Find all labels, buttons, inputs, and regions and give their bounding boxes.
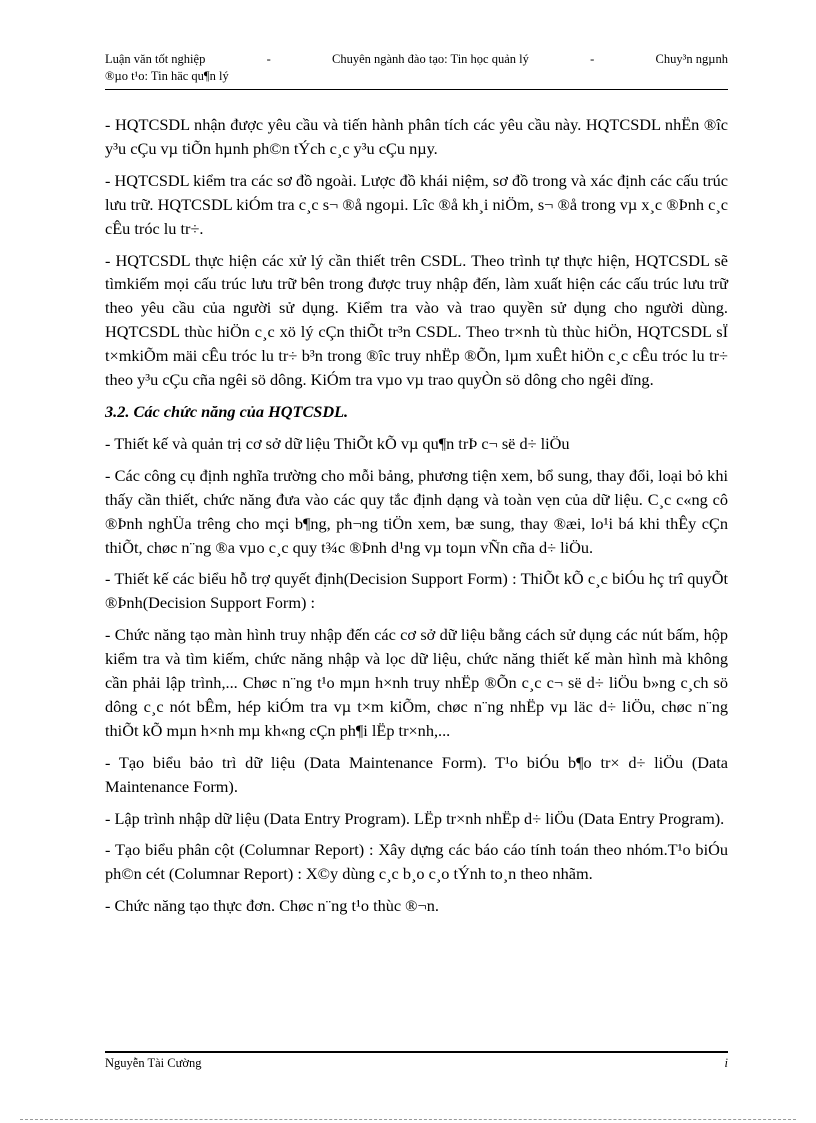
page-bottom-edge: [20, 1119, 796, 1120]
header-divider: [105, 89, 728, 90]
header-major-garbled: Chuy³n ngµnh: [655, 52, 728, 66]
paragraph: - HQTCSDL thực hiện các xử lý cần thiết trên CSDL. Theo trình tự thực hiện, HQTCSDL sẽ tìmkiếm mọi cấu trúc lưu trữ bên trong được truy nhập đến, làm xuất hiện các cấu trúc lưu trữ theo yêu cầu của người sử dụng. Kiểm tra vào và trao quyền sử dụng cho người dùng. HQTCSDL thùc hiÖn c¸c xö lý cÇn thiÕt tr³n CSDL. Theo tr×nh tù thùc hiÖn, HQTCSDL sÏ t×mkiÕm mäi cÊu tróc lu tr÷ b³n trong ®îc truy nhËp ®Õn, lµm xuÊt hiÖn c¸c cÊu tróc lu tr÷ theo y³u cÇu cña ngêi sö dông. KiÓm tra vµo vµ trao quyÒn sö dông cho ngêi dïng.: [105, 250, 728, 390]
header-major-label: Chuyên ngành đào tạo: Tin học quản lý: [332, 52, 529, 66]
paragraph: - Chức năng tạo thực đơn. Chøc n¨ng t¹o thùc ®¬n.: [105, 896, 439, 916]
header-thesis-label: Luận văn tốt nghiệp: [105, 52, 206, 66]
header-separator: -: [590, 52, 595, 66]
page-footer: [105, 1056, 728, 1071]
paragraph: - Tạo biểu bảo trì dữ liệu (Data Maintenance Form). T¹o biÓu b¶o tr× d÷ liÖu (Data Maintenance Form).: [105, 752, 728, 796]
header-line-two: ®µo t¹o: Tin häc qu¶n lý: [105, 69, 229, 83]
footer-divider: [105, 1051, 728, 1053]
footer-author: Nguyễn Tài Cường: [105, 1056, 202, 1070]
section-heading: 3.2. Các chức năng của HQTCSDL.: [105, 401, 349, 421]
paragraph: - Chức năng tạo màn hình truy nhập đến các cơ sở dữ liệu bằng cách sử dụng các nút bấm, hộp kiểm tra và tìm kiếm, chức năng nhập và lọc dữ liệu, chức năng thiết kế màn hình mà không cần phải lập trình,... Chøc n¨ng t¹o mµn h×nh truy nhËp ®Õn c¸c c¬ së d÷ liÖu b»ng c¸ch sö dông c¸c nót bÊm, hép kiÓm tra vµ t×m kiÕm, chøc n¨ng nhËp vµ läc d÷ liÖu, chøc n¨ng thiÕt kÕ mµn h×nh mµ kh«ng cÇn ph¶i lËp tr×nh,...: [105, 625, 728, 740]
paragraph: - Thiết kế các biểu hỗ trợ quyết định(Decision Support Form) : ThiÕt kÕ c¸c biÓu hç trî quyÕt ®Þnh(Decision Support Form) :: [105, 569, 728, 613]
paragraph: - Thiết kế và quản trị cơ sở dữ liệu ThiÕt kÕ vµ qu¶n trÞ c¬ së d÷ liÖu: [105, 433, 570, 453]
page-number: i: [724, 1056, 728, 1070]
paragraph: - HQTCSDL kiểm tra các sơ đồ ngoài. Lược đồ khái niệm, sơ đồ trong và xác định các cấu trúc lưu trữ. HQTCSDL kiÓm tra c¸c s¬ ®å ngoµi. Lîc ®å kh¸i niÖm, s¬ ®å trong vµ x¸c ®Þnh c¸c cÊu tróc lu tr÷.: [105, 170, 728, 238]
document-body: [105, 113, 728, 926]
header-separator: -: [266, 52, 271, 66]
paragraph: - Tạo biểu phân cột (Columnar Report) : Xây dựng các báo cáo tính toán theo nhóm.T¹o biÓu ph©n cét (Columnar Report) : X©y dùng c¸c b¸o c¸o tÝnh to¸n theo nhãm.: [105, 840, 728, 884]
paragraph: - HQTCSDL nhận được yêu cầu và tiến hành phân tích các yêu cầu này. HQTCSDL nhËn ®îc y³u cÇu vµ tiÕn hµnh ph©n tÝch c¸c y³u cÇu nµy.: [105, 115, 728, 158]
paragraph: - Các công cụ định nghĩa trường cho mỗi bảng, phương tiện xem, bổ sung, thay đổi, loại bỏ khi thấy cần thiết, chức năng đưa vào các quy tắc định dạng và toàn vẹn của dữ liệu. C¸c c«ng cô ®Þnh nghÜa trêng cho mçi b¶ng, ph¬ng tiÖn xem, bæ sung, thay ®æi, lo¹i bá khi thÊy cÇn thiÕt, chøc n¨ng ®a vµo c¸c quy t¾c ®Þnh d¹ng vµ toµn vÑn cña d÷ liÖu.: [105, 465, 728, 557]
paragraph: - Lập trình nhập dữ liệu (Data Entry Program). LËp tr×nh nhËp d÷ liÖu (Data Entry Program).: [105, 808, 725, 828]
page-header: [105, 51, 728, 85]
